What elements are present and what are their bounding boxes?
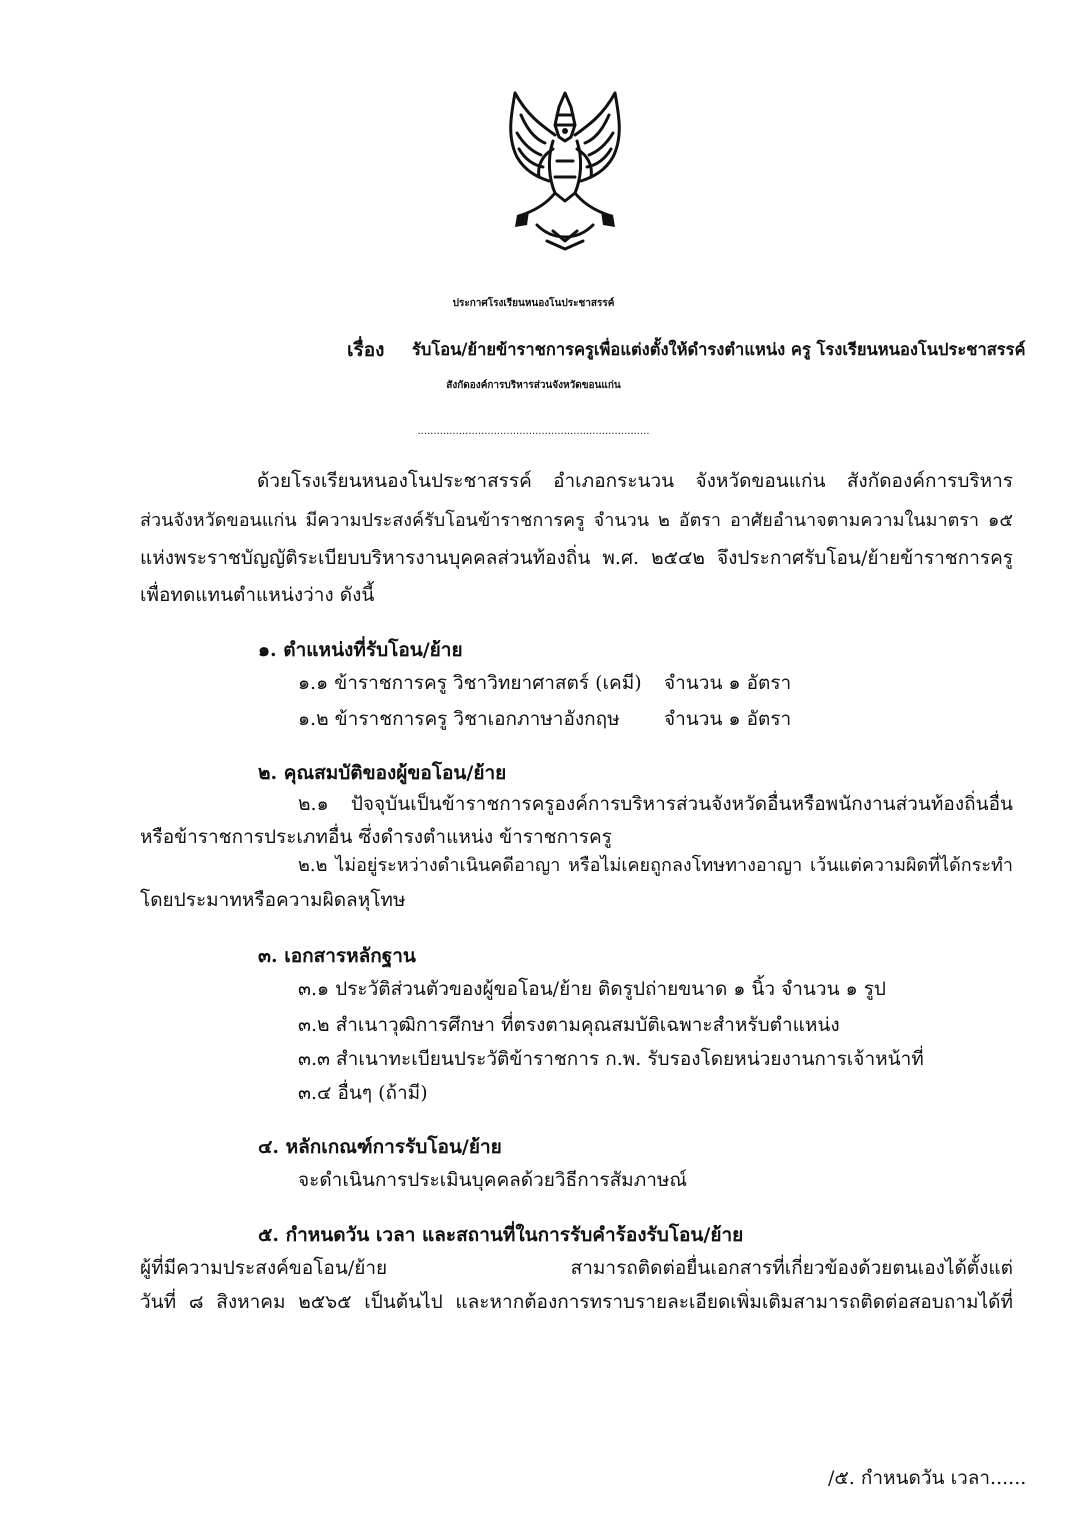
intro-paragraph-line: ด้วยโรงเรียนหนองโนประชาสรรค์ อำเภอกระนวน จังหวัดขอนแก่น สังกัดองค์การบริหาร — [257, 470, 1013, 492]
position-item-count: จำนวน ๑ อัตรา — [664, 672, 792, 694]
position-item-label: ๑.๑ ข้าราชการครู วิชาวิทยาศาสตร์ (เคมี) — [298, 672, 642, 694]
intro-paragraph-line: เพื่อทดแทนตำแหน่งว่าง ดังนี้ — [140, 584, 375, 606]
continuation-note: /๕. กำหนดวัน เวลา...... — [828, 1467, 1027, 1489]
affiliation-line: สังกัดองค์การบริหารส่วนจังหวัดขอนแก่น — [446, 380, 621, 391]
section-4-heading: ๔. หลักเกณฑ์การรับโอน/ย้าย — [258, 1136, 502, 1158]
section-2-heading: ๒. คุณสมบัติของผู้ขอโอน/ย้าย — [258, 762, 507, 784]
intro-paragraph-line: แห่งพระราชบัญญัติระเบียบบริหารงานบุคคลส่วนท้องถิ่น พ.ศ. ๒๕๔๒ จึงประกาศรับโอน/ย้ายข้าราชการครู — [140, 547, 1013, 569]
section-3-heading: ๓. เอกสารหลักฐาน — [258, 945, 416, 967]
subject-label: เรื่อง — [347, 339, 385, 361]
qualification-line: ๒.๑ ปัจจุบันเป็นข้าราชการครูองค์การบริหารส่วนจังหวัดอื่นหรือพนักงานส่วนท้องถิ่นอื่น — [298, 793, 1013, 815]
position-item-label: ๑.๒ ข้าราชการครู วิชาเอกภาษาอังกฤษ — [298, 708, 620, 730]
qualification-line: ๒.๒ ไม่อยู่ระหว่างดำเนินคดีอาญา หรือไม่เคยถูกลงโทษทางอาญา เว้นแต่ความผิดที่ได้กระทำ — [298, 855, 1013, 876]
schedule-line: วันที่ ๘ สิงหาคม ๒๕๖๕ เป็นต้นไป และหากต้องการทราบรายละเอียดเพิ่มเติมสามารถติดต่อสอบถามได้ที่ — [140, 1291, 1013, 1313]
section-1-heading: ๑. ตำแหน่งที่รับโอน/ย้าย — [258, 639, 463, 661]
criteria-text: จะดำเนินการประเมินบุคคลด้วยวิธีการสัมภาษณ์ — [298, 1169, 688, 1191]
qualification-line: หรือข้าราชการประเภทอื่น ซึ่งดำรงตำแหน่ง ข้าราชการครู — [140, 826, 612, 848]
title-divider: ......................................................................... — [417, 426, 650, 437]
document-item: ๓.๓ สำเนาทะเบียนประวัติข้าราชการ ก.พ. รับรองโดยหน่วยงานการเจ้าหน้าที่ — [298, 1048, 924, 1070]
intro-paragraph-line: ส่วนจังหวัดขอนแก่น มีความประสงค์รับโอนข้าราชการครู จำนวน ๒ อัตรา อาศัยอำนาจตามความในมาตรา ๑๕ — [140, 510, 1013, 531]
document-item: ๓.๑ ประวัติส่วนตัวของผู้ขอโอน/ย้าย ติดรูปถ่ายขนาด ๑ นิ้ว จำนวน ๑ รูป — [298, 978, 886, 1000]
schedule-line: ผู้ที่มีความประสงค์ขอโอน/ย้าย สามารถติดต่อยื่นเอกสารที่เกี่ยวข้องด้วยตนเองได้ตั้งแต่ — [140, 1257, 1013, 1279]
position-item-count: จำนวน ๑ อัตรา — [664, 708, 792, 730]
qualification-line: โดยประมาทหรือความผิดลหุโทษ — [140, 889, 406, 911]
garuda-emblem-icon — [497, 85, 633, 255]
document-item: ๓.๒ สำเนาวุฒิการศึกษา ที่ตรงตามคุณสมบัติเฉพาะสำหรับตำแหน่ง — [298, 1014, 840, 1036]
subject-text: รับโอน/ย้ายข้าราชการครูเพื่อแต่งตั้งให้ดำรงตำแหน่ง ครู โรงเรียนหนองโนประชาสรรค์ — [412, 340, 1026, 359]
section-5-heading: ๕. กำหนดวัน เวลา และสถานที่ในการรับคำร้องรับโอน/ย้าย — [258, 1224, 744, 1246]
document-item: ๓.๔ อื่นๆ (ถ้ามี) — [298, 1082, 428, 1104]
announcement-title: ประกาศโรงเรียนหนองโนประชาสรรค์ — [452, 298, 615, 309]
